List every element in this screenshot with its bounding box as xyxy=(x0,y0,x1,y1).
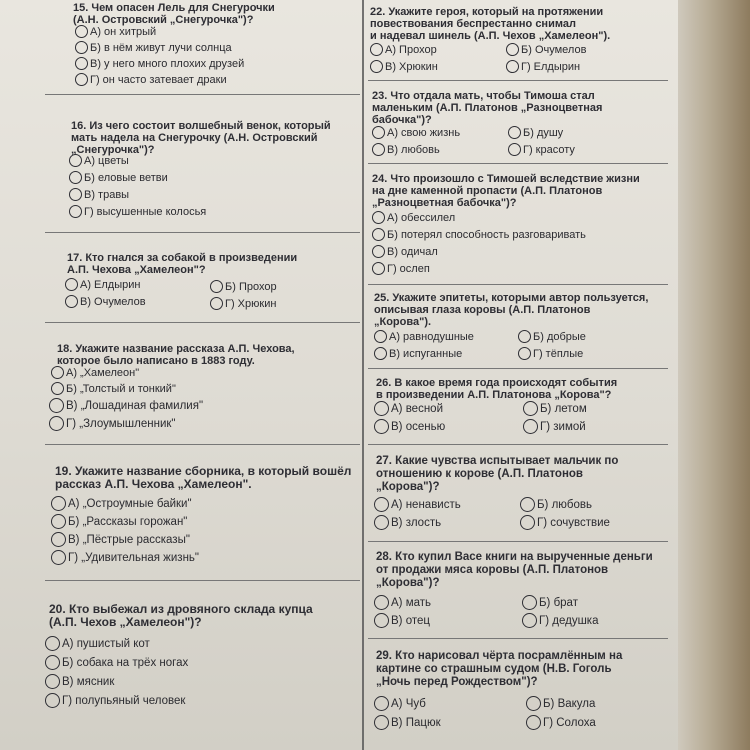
answer-option[interactable]: Б) „Рассказы горожан" xyxy=(51,514,187,529)
radio-circle-icon[interactable] xyxy=(374,515,389,530)
radio-circle-icon[interactable] xyxy=(506,60,519,73)
question-text: 29. Кто нарисовал чёрта посрамлённым на картине со страшным судом (Н.В. Гоголь „Ночь перед Рождеством")? xyxy=(376,650,623,688)
radio-circle-icon[interactable] xyxy=(65,295,78,308)
question-26 xyxy=(376,377,617,401)
answer-option[interactable]: Б) Вакула xyxy=(526,696,595,711)
question-text: 19. Укажите название сборника, в который вошёл рассказ А.П. Чехова „Хамелеон". xyxy=(55,464,352,491)
answer-option[interactable]: В) „Лошадиная фамилия" xyxy=(49,398,203,413)
answer-option[interactable]: Б) Очумелов xyxy=(506,43,586,56)
answer-option[interactable]: А) ненависть xyxy=(374,497,461,512)
answer-option[interactable]: А) Чуб xyxy=(374,696,426,711)
radio-circle-icon[interactable] xyxy=(518,347,531,360)
radio-circle-icon[interactable] xyxy=(75,57,88,70)
answer-option[interactable]: Г) красоту xyxy=(508,143,575,156)
question-text: 24. Что произошло с Тимошей вследствие жизни на дне каменной пропасти (А.П. Платонов „Разноцветная бабочка")? xyxy=(372,173,640,209)
question-text: 23. Что отдала мать, чтобы Тимоша стал маленьким (А.П. Платонов „Разноцветная бабочка")? xyxy=(372,90,603,126)
radio-circle-icon[interactable] xyxy=(508,143,521,156)
question-text: 28. Кто купил Васе книги на вырученные деньги от продажи мяса коровы (А.П. Платонов „Корова")? xyxy=(376,551,653,589)
separator-line xyxy=(368,444,668,445)
answer-option[interactable]: Б) душу xyxy=(508,126,563,139)
radio-circle-icon[interactable] xyxy=(45,636,60,651)
question-29 xyxy=(376,650,622,689)
separator-line xyxy=(45,580,360,581)
radio-circle-icon[interactable] xyxy=(372,211,385,224)
radio-circle-icon[interactable] xyxy=(51,514,66,529)
radio-circle-icon[interactable] xyxy=(520,497,535,512)
answer-option[interactable]: А) равнодушные xyxy=(374,330,474,343)
answer-option[interactable]: Г) тёплые xyxy=(518,347,583,360)
answer-option[interactable]: В) „Пёстрые рассказы" xyxy=(51,532,190,547)
radio-circle-icon[interactable] xyxy=(49,398,64,413)
answer-option[interactable]: Г) Солоха xyxy=(526,715,596,730)
answer-option[interactable]: В) любовь xyxy=(372,143,440,156)
question-24 xyxy=(372,173,640,209)
answer-option[interactable]: Б) любовь xyxy=(520,497,592,512)
answer-option[interactable]: Г) „Злоумышленник" xyxy=(49,416,176,431)
answer-option[interactable]: В) одичал xyxy=(372,245,438,258)
radio-circle-icon[interactable] xyxy=(69,154,82,167)
answer-option[interactable]: В) злость xyxy=(374,515,441,530)
answer-option[interactable]: В) травы xyxy=(69,188,129,201)
radio-circle-icon[interactable] xyxy=(374,419,389,434)
question-15 xyxy=(73,2,275,26)
separator-line xyxy=(45,322,360,323)
radio-circle-icon[interactable] xyxy=(51,382,64,395)
answer-option[interactable]: Г) Елдырин xyxy=(506,60,580,73)
question-22 xyxy=(370,6,610,42)
answer-option[interactable]: В) Хрюкин xyxy=(370,60,438,73)
answer-option[interactable]: В) у него много плохих друзей xyxy=(75,57,244,70)
question-28 xyxy=(376,551,653,590)
column-divider xyxy=(362,0,364,750)
radio-circle-icon[interactable] xyxy=(370,43,383,56)
question-text: 25. Укажите эпитеты, которыми автор пользуется, описывая глаза коровы (А.П. Платонов „Корова"). xyxy=(374,292,649,328)
radio-circle-icon[interactable] xyxy=(210,280,223,293)
radio-circle-icon[interactable] xyxy=(75,41,88,54)
answer-option[interactable]: Г) он часто затевает драки xyxy=(75,73,227,86)
answer-option[interactable]: В) испуганные xyxy=(374,347,462,360)
radio-circle-icon[interactable] xyxy=(69,188,82,201)
answer-option[interactable]: Г) „Удивительная жизнь" xyxy=(51,550,199,565)
answer-option[interactable]: В) Очумелов xyxy=(65,295,146,308)
radio-circle-icon[interactable] xyxy=(374,330,387,343)
answer-option[interactable]: Г) дедушка xyxy=(522,613,598,628)
separator-line xyxy=(45,94,360,95)
radio-circle-icon[interactable] xyxy=(69,171,82,184)
question-text: 17. Кто гнался за собакой в произведении А.П. Чехова „Хамелеон"? xyxy=(67,252,298,276)
question-20 xyxy=(49,603,313,629)
background-edge xyxy=(678,0,750,750)
radio-circle-icon[interactable] xyxy=(75,73,88,86)
radio-circle-icon[interactable] xyxy=(520,515,535,530)
question-text: 15. Чем опасен Лель для Снегурочки (А.Н. Островский „Снегурочка")? xyxy=(73,2,275,26)
separator-line xyxy=(368,541,668,542)
answer-option[interactable]: А) Елдырин xyxy=(65,278,140,291)
question-text: 20. Кто выбежал из дровяного склада купца (А.П. Чехов „Хамелеон")? xyxy=(49,602,313,629)
answer-option[interactable]: Б) брат xyxy=(522,595,578,610)
right-column xyxy=(368,0,668,750)
question-text: 16. Из чего состоит волшебный венок, который мать надела на Снегурочку (А.Н. Островский „Снегурочка")? xyxy=(71,120,331,156)
answer-option[interactable]: Б) летом xyxy=(523,401,587,416)
answer-option[interactable]: А) мать xyxy=(374,595,431,610)
question-18 xyxy=(57,343,295,367)
answer-option[interactable]: Б) в нём живут лучи солнца xyxy=(75,41,232,54)
radio-circle-icon[interactable] xyxy=(374,613,389,628)
left-column xyxy=(45,0,360,750)
radio-circle-icon[interactable] xyxy=(508,126,521,139)
question-23 xyxy=(372,90,602,126)
answer-option[interactable]: А) цветы xyxy=(69,154,129,167)
radio-circle-icon[interactable] xyxy=(210,297,223,310)
separator-line xyxy=(45,444,360,445)
answer-option[interactable]: В) Пацюк xyxy=(374,715,441,730)
answer-option[interactable]: А) пушистый кот xyxy=(45,636,150,651)
separator-line xyxy=(368,368,668,369)
answer-option[interactable]: Б) потерял способность разговаривать xyxy=(372,228,586,241)
radio-circle-icon[interactable] xyxy=(372,245,385,258)
radio-circle-icon[interactable] xyxy=(75,25,88,38)
answer-option[interactable]: Г) сочувствие xyxy=(520,515,610,530)
radio-circle-icon[interactable] xyxy=(51,496,66,511)
answer-option[interactable]: Б) Прохор xyxy=(210,280,277,293)
radio-circle-icon[interactable] xyxy=(506,43,519,56)
answer-option[interactable]: В) осенью xyxy=(374,419,445,434)
answer-option[interactable]: Б) „Толстый и тонкий" xyxy=(51,382,176,395)
answer-option[interactable]: А) весной xyxy=(374,401,443,416)
radio-circle-icon[interactable] xyxy=(374,347,387,360)
answer-option[interactable]: Б) собака на трёх ногах xyxy=(45,655,188,670)
separator-line xyxy=(368,638,668,639)
radio-circle-icon[interactable] xyxy=(522,613,537,628)
question-19 xyxy=(55,465,351,491)
radio-circle-icon[interactable] xyxy=(522,595,537,610)
radio-circle-icon[interactable] xyxy=(65,278,78,291)
radio-circle-icon[interactable] xyxy=(372,228,385,241)
question-25 xyxy=(374,292,648,328)
question-text: 26. В какое время года происходят события в произведении А.П. Платонова „Корова"? xyxy=(376,377,618,401)
separator-line xyxy=(368,163,668,164)
answer-option[interactable]: Г) ослеп xyxy=(372,262,430,275)
radio-circle-icon[interactable] xyxy=(45,693,60,708)
question-16 xyxy=(71,120,331,156)
answer-option[interactable]: А) он хитрый xyxy=(75,25,156,38)
radio-circle-icon[interactable] xyxy=(374,497,389,512)
answer-option[interactable]: Г) полупьяный человек xyxy=(45,693,185,708)
radio-circle-icon[interactable] xyxy=(372,126,385,139)
radio-circle-icon[interactable] xyxy=(51,366,64,379)
question-text: 18. Укажите название рассказа А.П. Чехова, которое было написано в 1883 году. xyxy=(57,343,295,367)
answer-option[interactable]: А) „Остроумные байки" xyxy=(51,496,192,511)
answer-option[interactable]: В) отец xyxy=(374,613,430,628)
question-17 xyxy=(67,252,297,276)
answer-option[interactable]: Б) добрые xyxy=(518,330,586,343)
answer-option[interactable]: Б) еловые ветви xyxy=(69,171,168,184)
answer-option[interactable]: Г) Хрюкин xyxy=(210,297,276,310)
answer-option[interactable]: А) Прохор xyxy=(370,43,437,56)
separator-line xyxy=(368,284,668,285)
radio-circle-icon[interactable] xyxy=(45,655,60,670)
radio-circle-icon[interactable] xyxy=(374,696,389,711)
radio-circle-icon[interactable] xyxy=(372,143,385,156)
separator-line xyxy=(368,80,668,81)
radio-circle-icon[interactable] xyxy=(523,401,538,416)
radio-circle-icon[interactable] xyxy=(372,262,385,275)
answer-option[interactable]: Г) высушенные колосья xyxy=(69,205,206,218)
separator-line xyxy=(45,232,360,233)
answer-option[interactable]: А) „Хамелеон" xyxy=(51,366,139,379)
radio-circle-icon[interactable] xyxy=(374,401,389,416)
radio-circle-icon[interactable] xyxy=(370,60,383,73)
question-text: 22. Укажите героя, который на протяжении повествования беспрестанно снимал и надевал шинель (А.П. Чехов „Хамелеон"). xyxy=(370,6,611,42)
question-text: 27. Какие чувства испытывает мальчик по отношению к корове (А.П. Платонов „Корова")? xyxy=(376,455,619,493)
radio-circle-icon[interactable] xyxy=(374,595,389,610)
radio-circle-icon[interactable] xyxy=(49,416,64,431)
radio-circle-icon[interactable] xyxy=(518,330,531,343)
radio-circle-icon[interactable] xyxy=(51,550,66,565)
answer-option[interactable]: В) мясник xyxy=(45,674,114,689)
radio-circle-icon[interactable] xyxy=(526,715,541,730)
radio-circle-icon[interactable] xyxy=(374,715,389,730)
answer-option[interactable]: А) обессилел xyxy=(372,211,455,224)
radio-circle-icon[interactable] xyxy=(45,674,60,689)
answer-option[interactable]: Г) зимой xyxy=(523,419,586,434)
radio-circle-icon[interactable] xyxy=(51,532,66,547)
radio-circle-icon[interactable] xyxy=(526,696,541,711)
question-27 xyxy=(376,455,618,494)
radio-circle-icon[interactable] xyxy=(69,205,82,218)
radio-circle-icon[interactable] xyxy=(523,419,538,434)
answer-option[interactable]: А) свою жизнь xyxy=(372,126,460,139)
